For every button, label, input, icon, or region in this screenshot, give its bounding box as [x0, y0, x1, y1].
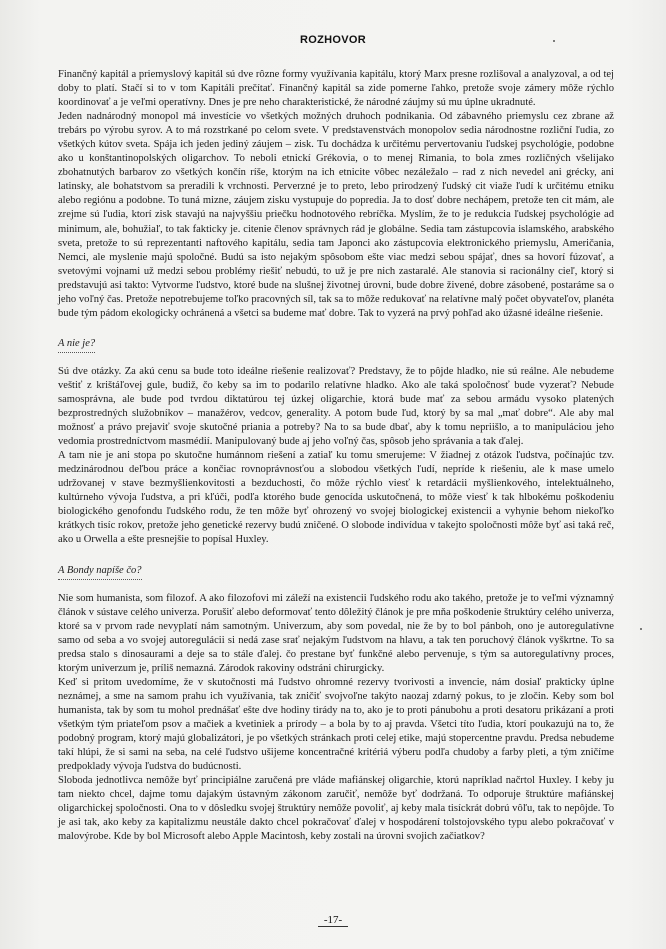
page-number [0, 914, 666, 926]
paragraph: Keď si pritom uvedomíme, že v skutočnosti má ľudstvo ohromné rezervy tvorivosti a invencie, nám dosiaľ prakticky úplne neznámej, a sme na samom prahu ich využívania, tak zničiť svojvoľne takýto naozaj zdarný pokus, to je zločin. Keby som bol humanista, tak by som tu mohol prednášať ešte dve hodiny tirády na to, ako je to proti pánubohu a proti desatoru prikázaní a proti všetkým tým priateľom psov a mačiek a kvetiniek a prírody – a bola by to aj pravda. Všetci títo ľudia, ktorí poukazujú na to, že podobný program, ktorý majú globalizátori, je po všetkých stránkach proti celej etike, majú stopercentne pravdu. Predsa nebudeme takí hlúpi, že si sami na seba, na celé ľudstvo ušijeme koncentračné kritériá výberu podľa chudoby a farby pleti, a tým zničíme predpoklady vývoja ľudstva do budúcnosti. [58, 676, 614, 773]
article-body [58, 68, 614, 844]
paragraph: Jeden nadnárodný monopol má investície vo všetkých možných druhoch podnikania. Od zábavného priemyslu cez zbrane až trebárs po výrobu syrov. A to má rozstrkané po celom svete. V predstavenstvách monopolov sedia národnostne rozliční ľudia, zo všetkých kútov sveta. Spája ich jeden jediný záujem – zisk. Tu dochádza k určitému pervertovaniu ľudskej psychológie, podobne ako u konštantinopolských oligarchov. To neboli etnickí Grékovia, o to menej Rimania, to bola zmes rozličných všelijako zbohatnutých barbarov zo všetkých končín ríše, ktorým na ich etnicite vôbec nezáležalo – rad z nich nevedel ani grécky, ani latinsky, ale bohatstvom sa preradili k vrchnosti. Perverzné je to preto, lebo prirodzený ľudský cit viaže ľudí k určitému etniku alebo regiónu a podobne. To tuná mizne, záujem zisku vystupuje do popredia. Ja to dosť dobre nechápem, pretože ten cit mám, ale zrejme sú ľudia, ktorí zisk stavajú na najvyššiu priečku hodnotového rebríčka. Myslím, že to je redukcia ľudskej psychológie ad minimum, ale, bohužiaľ, to tak fakticky je. citenie členov správnych rád je globálne. Sedia tam zástupcovia islamského, arabského sveta, pretože to sú reprezentanti naftového kapitálu, sedia tam Japonci ako zástupcovia elektronického priemyslu, Američania, Nemci, ale myslenie majú spoločné. Budú sa isto nejakým spôsobom ešte viac medzi sebou spájať, dnes sa hovorí fúzovať, a svetovými vojnami už medzi sebou problémy riešiť nebudú, to už je pre nich zastaralé. Ale stanovia si racionálny cieľ, ktorý si predstavujú asi takto: Vytvorme ľudstvo, ktoré bude na slušnej životnej úrovni, bude dobre živené, dobre zásobené, postaráme sa o jeho voľný čas. Pretože nepotrebujeme toľko pracovných síl, tak sa to môže redukovať na relatívne malý počet obyvateľov, planéta bude tým pádom ekologicky ochránená a všetci sa budeme mať dobre. Tak to vyzerá na prvý pohľad ako úžasné ideálne riešenie. [58, 111, 614, 319]
scan-speck [553, 40, 555, 42]
question-heading: A nie je? [58, 337, 95, 353]
section-header: ROZHOVOR [300, 34, 366, 46]
scan-speck [640, 628, 642, 630]
paragraph: Sú dve otázky. Za akú cenu sa bude toto ideálne riešenie realizovať? Predstavy, že to pôjde hladko, nie sú reálne. Ale nebudeme veštiť z krištáľovej gule, budiž, čo keby sa im to podarilo relatívne hladko. Ako ale taká spoločnosť bude vyzerať? Nebude samosprávna, ale bude pod tvrdou diktatúrou tej úzkej oligarchie, ktorá bude mať za sebou armádu vysoko platených bezprostredných služobníkov – manažérov, vedcov, generality. A potom bude ľud, ktorý by sa mal „mať dobre“. Ale aby mal možnosť a právo prejaviť svoje skutočné priania a potreby? Na to sa bude dbať, aby k tomu nepriišlo, a to manipuláciou jeho vedomia prostredníctvom masmédií. Manipulovaný bude aj jeho voľný čas, spôsob jeho správania a tak ďalej. [58, 365, 614, 448]
page-number-text: -17- [318, 914, 348, 927]
question-heading: A Bondy napíše čo? [58, 564, 142, 580]
paragraph: A tam nie je ani stopa po skutočne humánnom riešení a zatiaľ ku tomu smerujeme: V žiadnej z otázok ľudstva, počínajúc tzv. medzinárodnou deľbou práce a končiac rovnoprávnosťou a slobodou všetkých ľudí, nepríde k riešeniu, ale k mase umelo udržovanej v stave bezmyšlienkovitosti a bezduchosti, čo môže rýchlo viesť k retardácii myšlienkového, intelektuálneho, kultúrneho vývoja ľudstva, a pri kľúči, podľa ktorého bude genocída uskutočnená, to môže viesť k tak hlbokému poškodeniu biologického genofondu ľudského rodu, že ten môže byť ohrozený vo svojej biologickej existencii a vyhynie behom niekoľko krátkych tisíc rokov, pretože jeho genetické rezervy budú zničené. O slobode indivídua v takejto spoločnosti môže byť asi taká reč, ako u Orwella a ešte presnejšie to popísal Huxley. [58, 450, 614, 546]
paragraph: Nie som humanista, som filozof. A ako filozofovi mi záleží na existencii ľudského rodu ako takého, pretože je to veľmi významný článok v sústave celého univerza. Porušiť alebo deformovať tento dôležitý článok je pre mňa poškodenie štruktúry celého univerza, ktoré sa v prvom rade nevyplatí nám samotným. Univerzum, aby som povedal, nie že by to bol pánboh, ono je autoregulatívne samo od seba a vo svojej autoregulácii si nedá zase srať nejakým ľudstvom na hlavu, a tak ten poruchový článok vyškrtne. To sa predsa stalo s dinosaurami a deje sa to stále ďalej. čo prestane byť funkčné alebo pervenuje, s tým sa autoregulatívny proces, ktorým univerzum je, príliš nemazná. Zárodok rakoviny odstráni chirurgicky. [58, 592, 614, 674]
paragraph: Finančný kapitál a priemyslový kapitál sú dve rôzne formy využívania kapitálu, ktorý Marx presne rozlišoval a analyzoval, a od tej doby to platí. Stačí si to v tom Kapitáli prečítať. Finančný kapitál sa zide pomerne ľahko, pretože svoje zámery môže rýchlo koordinovať a je veľmi operatívny. Dnes je pre neho charakteristické, že národné záujmy sú mu úplne ukradnuté. [58, 69, 614, 109]
paragraph: Sloboda jednotlivca nemôže byť principiálne zaručená pre vláde mafiánskej oligarchie, ktorú napríklad načrtol Huxley. I keby ju tam niekto chcel, dajme tomu dajakým ústavným zákonom zaručiť, nemôže byť dodržaná. To odporuje štruktúre mafiánskej oligarchickej spoločnosti. Ona to v dôsledku svojej štruktúry nemôže povoliť, aj keby mala tisíckrát dobrú vôľu, tak to nepôjde. To je asi tak, ako keby za kapitalizmu neustále dakto chcel pokračovať ďalej v hospodárení tolstojovského typu alebo pokračovať v malovýrobe. Kde by bol Microsoft alebo Apple Macintosh, keby zostali na úrovni svojich začiatkov? [58, 775, 614, 843]
